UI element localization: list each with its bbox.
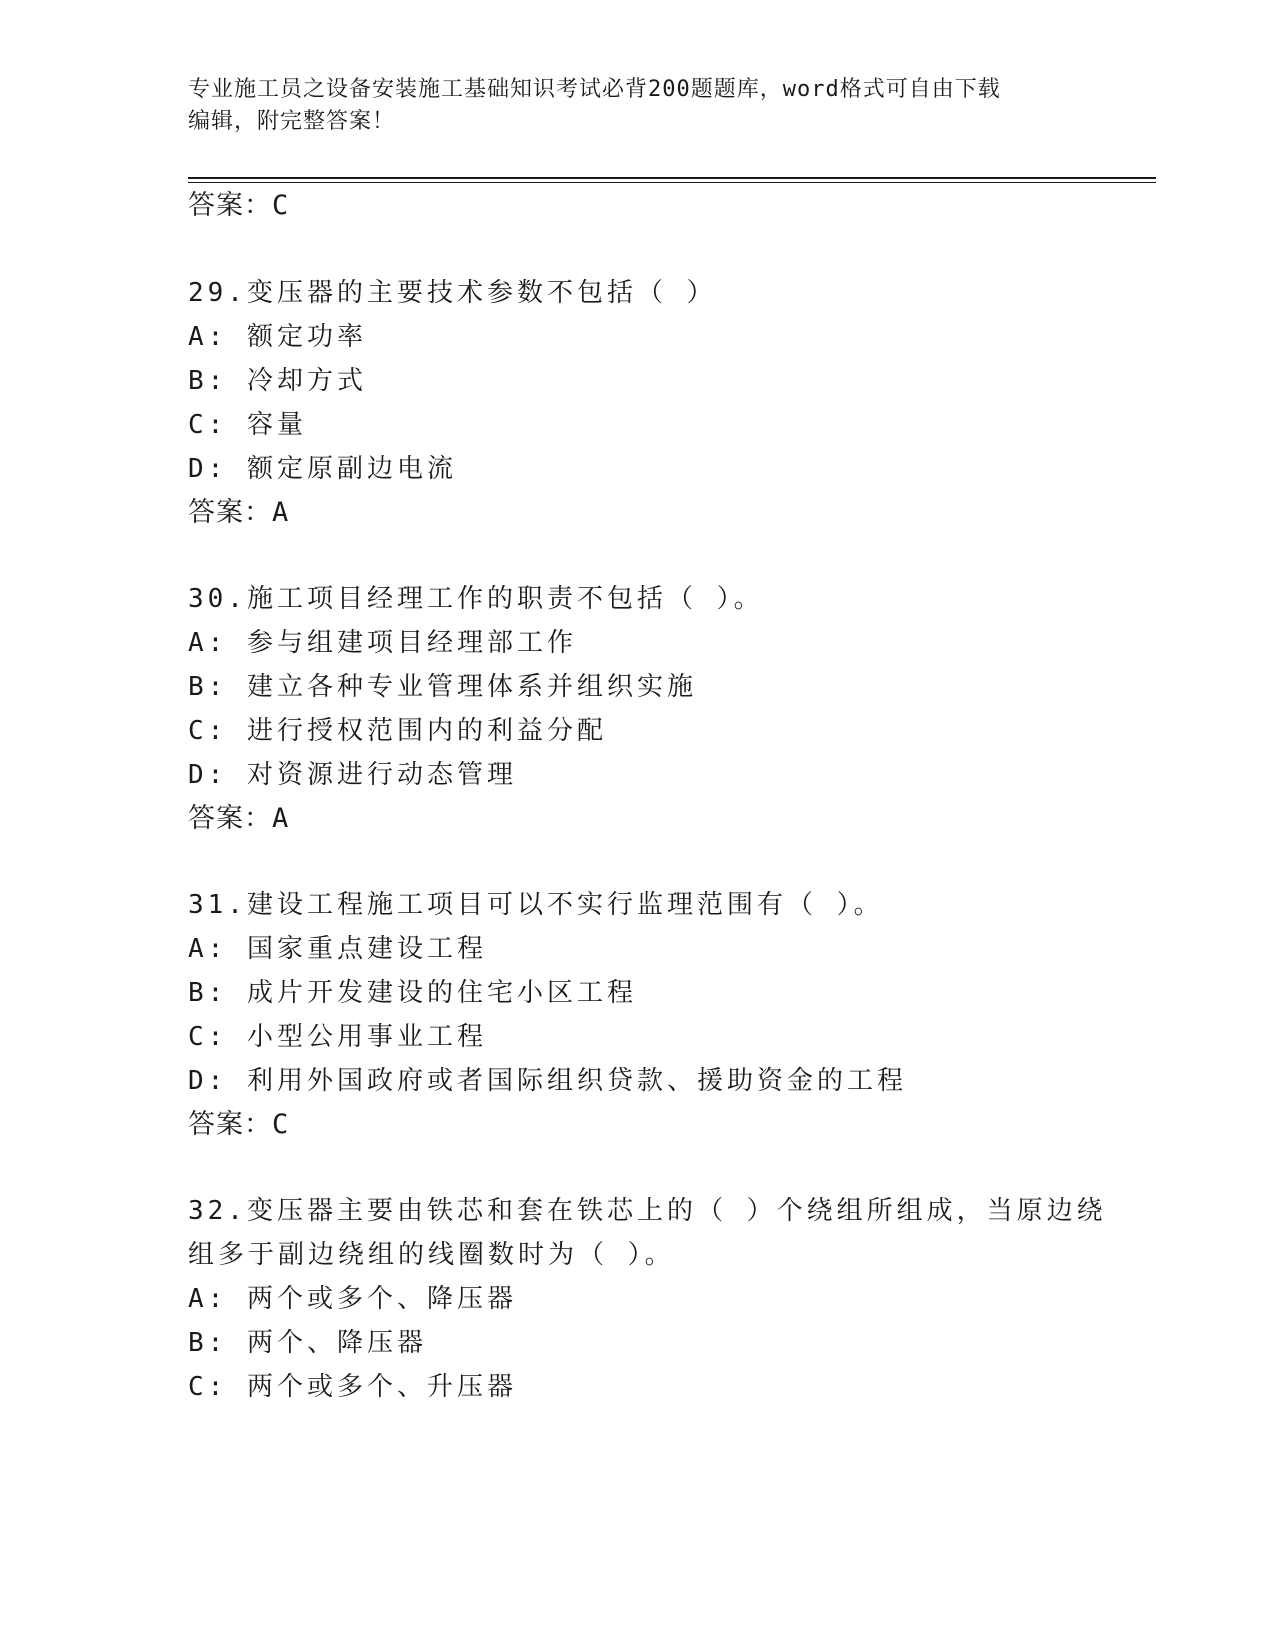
page-header	[188, 74, 1068, 138]
answer-prev	[188, 190, 289, 222]
answer-label: 答案：	[188, 803, 272, 834]
answer-value: A	[272, 497, 290, 528]
question-32-stem-line-2: 组多于副边绕组的线圈数时为（ ）。	[188, 1240, 675, 1270]
answer-value: C	[272, 190, 290, 221]
question-32-stem-line-1: 32.变压器主要由铁芯和套在铁芯上的（ ）个绕组所组成，当原边绕	[188, 1196, 1107, 1226]
question-31-stem: 31.建设工程施工项目可以不实行监理范围有（ ）。	[188, 890, 884, 920]
header-rule-thick	[188, 177, 1156, 179]
question-32-option-a: A: 两个或多个、降压器	[188, 1284, 517, 1314]
question-29-option-c: C: 容量	[188, 410, 307, 440]
question-30-stem: 30.施工项目经理工作的职责不包括（ ）。	[188, 584, 764, 614]
question-29-stem: 29.变压器的主要技术参数不包括（ ）	[188, 278, 717, 308]
question-30-option-b: B: 建立各种专业管理体系并组织实施	[188, 672, 697, 702]
question-29-option-b: B: 冷却方式	[188, 366, 367, 396]
answer-label: 答案：	[188, 190, 272, 221]
question-32-option-c: C: 两个或多个、升压器	[188, 1372, 517, 1402]
question-31-option-d: D: 利用外国政府或者国际组织贷款、援助资金的工程	[188, 1066, 907, 1096]
header-line-1: 专业施工员之设备安装施工基础知识考试必背200题题库，word格式可自由下载	[188, 77, 1001, 102]
question-30-option-a: A: 参与组建项目经理部工作	[188, 628, 577, 658]
answer-value: A	[272, 803, 290, 834]
question-31-option-c: C: 小型公用事业工程	[188, 1022, 487, 1052]
question-31-option-a: A: 国家重点建设工程	[188, 934, 487, 964]
question-31-answer	[188, 1109, 289, 1141]
question-31-option-b: B: 成片开发建设的住宅小区工程	[188, 978, 637, 1008]
answer-value: C	[272, 1109, 290, 1140]
question-30-option-c: C: 进行授权范围内的利益分配	[188, 716, 607, 746]
question-30-answer	[188, 803, 289, 835]
question-29-answer	[188, 497, 289, 529]
question-32-option-b: B: 两个、降压器	[188, 1328, 427, 1358]
question-30-option-d: D: 对资源进行动态管理	[188, 760, 517, 790]
question-29-option-d: D: 额定原副边电流	[188, 454, 457, 484]
question-29-option-a: A: 额定功率	[188, 322, 367, 352]
answer-label: 答案：	[188, 1109, 272, 1140]
header-rule-thin	[188, 182, 1156, 183]
header-line-2: 编辑，附完整答案！	[188, 109, 396, 134]
answer-label: 答案：	[188, 497, 272, 528]
